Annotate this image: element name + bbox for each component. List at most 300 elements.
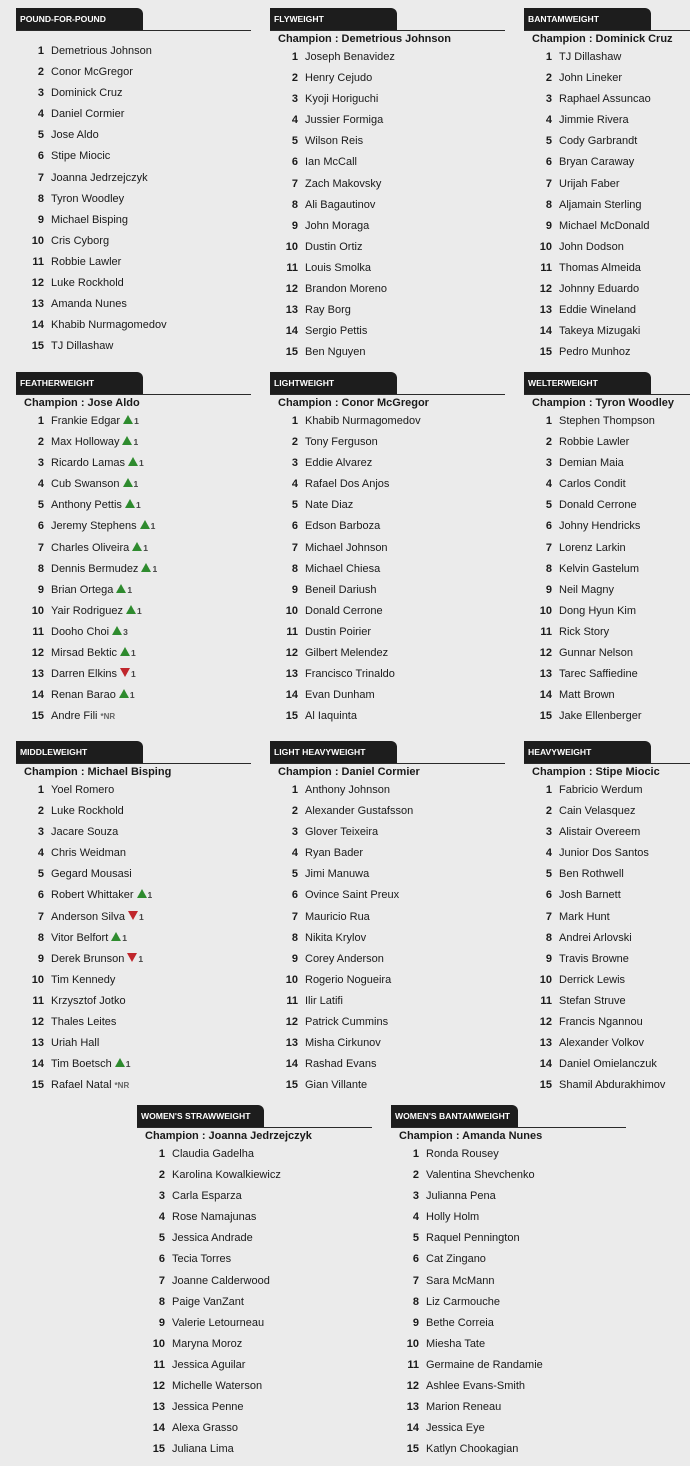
- rank-number: 7: [158, 1274, 165, 1287]
- fighter-name[interactable]: Jimi Manuwa: [305, 868, 370, 881]
- ranking-row: [16, 62, 251, 83]
- fighter-name[interactable]: Robbie Lawler: [559, 436, 630, 449]
- rank-number: 13: [31, 1037, 44, 1050]
- division-panel-bantamweight: [524, 8, 690, 363]
- fighter-name[interactable]: Evan Dunham: [305, 689, 375, 702]
- fighter-name[interactable]: Jessica Andrade: [172, 1232, 253, 1245]
- ranking-row: [391, 1271, 626, 1292]
- division-tab[interactable]: WOMEN'S STRAWWEIGHT: [137, 1105, 264, 1127]
- fighter-name[interactable]: Gian Villante: [305, 1079, 368, 1092]
- fighter-name[interactable]: Donald Cerrone: [305, 604, 383, 617]
- fighter-name[interactable]: Derek Brunson: [51, 952, 125, 965]
- rank-number: 8: [545, 931, 552, 944]
- ranking-row: [16, 1033, 251, 1054]
- fighter-name[interactable]: Mauricio Rua: [305, 910, 370, 923]
- rank-number: 8: [37, 192, 44, 205]
- ranking-row: [16, 780, 251, 801]
- ranking-row: [524, 843, 690, 864]
- rank-number: 6: [37, 889, 44, 902]
- rank-number: 15: [31, 710, 44, 723]
- rank-change: [116, 580, 132, 601]
- fighter-name[interactable]: Mark Hunt: [559, 910, 610, 923]
- ranking-row: [137, 1313, 372, 1334]
- fighter-name[interactable]: Liz Carmouche: [426, 1295, 500, 1308]
- rank-number: 14: [539, 689, 552, 702]
- fighter-name[interactable]: Rafael Natal: [51, 1079, 112, 1092]
- fighter-name[interactable]: Mirsad Bektic: [51, 647, 118, 660]
- fighter-name[interactable]: Julianna Pena: [426, 1190, 496, 1203]
- fighter-name[interactable]: Daniel Cormier: [51, 108, 125, 121]
- rank-number: 1: [545, 415, 552, 427]
- fighter-name[interactable]: Brian Ortega: [51, 583, 114, 596]
- fighter-name[interactable]: Rose Namajunas: [172, 1211, 257, 1224]
- fighter-name[interactable]: Jessica Aguilar: [172, 1358, 246, 1371]
- fighter-name[interactable]: Luke Rockhold: [51, 805, 124, 818]
- rank-number: 10: [285, 240, 298, 253]
- fighter-name[interactable]: Cat Zingano: [426, 1253, 486, 1266]
- fighter-name[interactable]: Tim Kennedy: [51, 973, 116, 986]
- division-tab[interactable]: MIDDLEWEIGHT: [16, 741, 143, 763]
- rank-number: 11: [540, 261, 552, 274]
- division-tab[interactable]: POUND-FOR-POUND: [16, 8, 143, 30]
- fighter-name[interactable]: Aljamain Sterling: [559, 198, 642, 211]
- fighter-name[interactable]: Shamil Abdurakhimov: [559, 1079, 666, 1092]
- fighter-name[interactable]: Germaine de Randamie: [426, 1358, 543, 1371]
- fighter-name[interactable]: Tyron Woodley: [51, 192, 125, 205]
- fighter-name[interactable]: Zach Makovsky: [305, 177, 382, 190]
- fighter-name[interactable]: Ben Nguyen: [305, 346, 366, 359]
- division-tab[interactable]: FEATHERWEIGHT: [16, 372, 143, 394]
- fighter-name[interactable]: Chris Weidman: [51, 847, 126, 860]
- fighter-name[interactable]: Donald Cerrone: [559, 499, 637, 512]
- rank-number: 2: [545, 805, 552, 818]
- rank-number: 9: [291, 583, 298, 596]
- not-ranked-badge: *NR: [100, 712, 116, 722]
- division-header: [524, 8, 690, 31]
- fighter-name[interactable]: Raquel Pennington: [426, 1232, 520, 1245]
- division-panel-featherweight: [16, 372, 251, 727]
- ranking-row: [524, 643, 690, 664]
- fighter-name[interactable]: Jake Ellenberger: [559, 710, 642, 723]
- ranking-row: [524, 1033, 690, 1054]
- ranking-row: [270, 1033, 505, 1054]
- fighter-name[interactable]: Vitor Belfort: [51, 931, 109, 944]
- fighter-name[interactable]: Kelvin Gastelum: [559, 562, 640, 575]
- rank-number: 4: [37, 478, 44, 491]
- fighter-name[interactable]: Daniel Omielanczuk: [559, 1058, 657, 1071]
- fighter-name[interactable]: Michael Johnson: [305, 541, 388, 554]
- fighter-name[interactable]: Tony Ferguson: [305, 436, 378, 449]
- fighter-name[interactable]: Anderson Silva: [51, 910, 125, 923]
- ranking-row: [391, 1355, 626, 1376]
- ranking-row: [16, 864, 251, 885]
- fighter-name[interactable]: Dominick Cruz: [51, 87, 123, 100]
- division-tab[interactable]: LIGHT HEAVYWEIGHT: [270, 741, 397, 763]
- division-tab[interactable]: HEAVYWEIGHT: [524, 741, 651, 763]
- fighter-name[interactable]: Dustin Poirier: [305, 625, 372, 638]
- fighter-name[interactable]: Pedro Munhoz: [559, 346, 631, 359]
- rank-number: 4: [158, 1211, 165, 1224]
- rank-change-value: 1: [133, 479, 139, 490]
- rank-number: 6: [291, 520, 298, 533]
- fighter-name[interactable]: Dong Hyun Kim: [559, 604, 637, 617]
- ranking-row: [137, 1292, 372, 1313]
- rank-number: 15: [285, 1079, 298, 1092]
- rank-change: [120, 643, 136, 664]
- fighter-name[interactable]: Dooho Choi: [51, 625, 110, 638]
- fighter-name[interactable]: Gilbert Melendez: [305, 647, 389, 660]
- fighter-name[interactable]: Lorenz Larkin: [559, 541, 626, 554]
- ranking-row: [270, 411, 505, 432]
- fighter-name[interactable]: Jessica Eye: [426, 1422, 485, 1435]
- fighter-name[interactable]: Ricardo Lamas: [51, 457, 125, 470]
- fighter-name[interactable]: Karolina Kowalkiewicz: [172, 1169, 281, 1182]
- fighter-name[interactable]: Stefan Struve: [559, 994, 626, 1007]
- fighter-name[interactable]: Dustin Ortiz: [305, 240, 363, 253]
- fighter-name[interactable]: Jose Aldo: [51, 129, 99, 142]
- fighter-name[interactable]: Jeremy Stephens: [51, 520, 137, 533]
- rank-number: 3: [545, 457, 552, 470]
- fighter-name[interactable]: TJ Dillashaw: [51, 340, 114, 353]
- ranking-row: [270, 885, 505, 906]
- fighter-name[interactable]: Johnny Eduardo: [559, 283, 640, 296]
- fighter-name[interactable]: Claudia Gadelha: [172, 1148, 254, 1160]
- fighter-name[interactable]: Holly Holm: [426, 1211, 480, 1224]
- fighter-name[interactable]: Kyoji Horiguchi: [305, 93, 379, 106]
- fighter-name[interactable]: Cub Swanson: [51, 478, 120, 491]
- fighter-name[interactable]: Anthony Johnson: [305, 784, 391, 796]
- ranking-row: [137, 1355, 372, 1376]
- rank-number: 1: [291, 415, 298, 427]
- fighter-name[interactable]: Gunnar Nelson: [559, 647, 633, 660]
- fighter-name[interactable]: Beneil Dariush: [305, 583, 377, 596]
- fighter-name[interactable]: Juliana Lima: [172, 1443, 234, 1456]
- fighter-name[interactable]: Sergio Pettis: [305, 325, 368, 338]
- fighter-name[interactable]: Derrick Lewis: [559, 973, 626, 986]
- fighter-name[interactable]: Dennis Bermudez: [51, 562, 139, 575]
- rank-change-value: 1: [143, 542, 148, 553]
- fighter-name[interactable]: Urijah Faber: [559, 177, 620, 190]
- fighter-name[interactable]: Henry Cejudo: [305, 72, 373, 85]
- ranking-row: [16, 474, 251, 495]
- division-champion: Champion : Amanda Nunes: [399, 1130, 543, 1142]
- rankings-list: [16, 411, 251, 727]
- fighter-name[interactable]: Cain Velasquez: [559, 805, 636, 818]
- ranking-row: [391, 1292, 626, 1313]
- fighter-name[interactable]: Andrei Arlovski: [559, 931, 632, 944]
- ranking-row: [270, 453, 505, 474]
- division-header: [270, 8, 505, 31]
- fighter-name[interactable]: Alexander Gustafsson: [305, 805, 414, 818]
- fighter-name[interactable]: Junior Dos Santos: [559, 847, 649, 860]
- ranking-row: [524, 216, 690, 237]
- fighter-name[interactable]: Frankie Edgar: [51, 415, 121, 427]
- fighter-name[interactable]: Ryan Bader: [305, 847, 364, 860]
- fighter-name[interactable]: Tarec Saffiedine: [559, 668, 638, 681]
- rank-number: 4: [545, 114, 552, 127]
- rank-number: 12: [285, 1016, 298, 1029]
- fighter-name[interactable]: Tim Boetsch: [51, 1058, 112, 1071]
- fighter-name[interactable]: Bryan Caraway: [559, 156, 635, 169]
- fighter-name[interactable]: Edson Barboza: [305, 520, 381, 533]
- rank-number: 11: [286, 625, 298, 638]
- rank-number: 6: [37, 150, 44, 163]
- rank-change-value: 1: [131, 648, 136, 659]
- fighter-name[interactable]: Misha Cirkunov: [305, 1037, 381, 1050]
- fighter-name[interactable]: Joseph Benavidez: [305, 51, 395, 63]
- fighter-name[interactable]: Patrick Cummins: [305, 1016, 389, 1029]
- fighter-name[interactable]: Eddie Alvarez: [305, 457, 373, 470]
- rank-change-value: 1: [138, 953, 144, 964]
- rank-number: 2: [291, 805, 298, 818]
- fighter-name[interactable]: Ovince Saint Preux: [305, 889, 400, 902]
- rank-number: 8: [291, 562, 298, 575]
- ranking-row: [137, 1144, 372, 1165]
- rank-number: 10: [285, 604, 298, 617]
- up-arrow-icon: [137, 889, 147, 898]
- rank-number: 4: [291, 847, 298, 860]
- rank-number: 1: [37, 415, 44, 427]
- fighter-name[interactable]: John Moraga: [305, 219, 370, 232]
- fighter-name[interactable]: Francis Ngannou: [559, 1016, 643, 1029]
- rank-number: 9: [545, 952, 552, 965]
- fighter-name[interactable]: Sara McMann: [426, 1274, 495, 1287]
- division-champion: Champion : Conor McGregor: [278, 397, 429, 409]
- rank-number: 3: [545, 93, 552, 106]
- ranking-row: [270, 801, 505, 822]
- fighter-name[interactable]: Fabricio Werdum: [559, 784, 643, 796]
- fighter-name[interactable]: Alexa Grasso: [172, 1422, 239, 1435]
- rank-number: 5: [412, 1232, 419, 1245]
- ranking-row: [16, 294, 251, 315]
- ranking-row: [391, 1186, 626, 1207]
- ranking-row: [391, 1397, 626, 1418]
- fighter-name[interactable]: TJ Dillashaw: [559, 51, 622, 63]
- fighter-name[interactable]: Ashlee Evans-Smith: [426, 1380, 526, 1393]
- fighter-name[interactable]: Gegard Mousasi: [51, 868, 132, 881]
- ranking-row: [270, 864, 505, 885]
- fighter-name[interactable]: Charles Oliveira: [51, 541, 130, 554]
- rankings-list: [391, 1144, 626, 1460]
- ranking-row: [270, 110, 505, 131]
- fighter-name[interactable]: Carlos Condit: [559, 478, 626, 491]
- fighter-name[interactable]: Anthony Pettis: [51, 499, 122, 512]
- rank-number: 14: [31, 319, 44, 332]
- fighter-name[interactable]: Brandon Moreno: [305, 283, 387, 296]
- ranking-row: [524, 1054, 690, 1075]
- ranking-row: [391, 1165, 626, 1186]
- ranking-row: [16, 315, 251, 336]
- ranking-row: [137, 1439, 372, 1460]
- fighter-name[interactable]: Johny Hendricks: [559, 520, 641, 533]
- fighter-name[interactable]: Yair Rodriguez: [51, 604, 123, 617]
- rank-number: 9: [37, 583, 44, 596]
- ranking-row: [270, 685, 505, 706]
- fighter-name[interactable]: Eddie Wineland: [559, 304, 637, 317]
- ranking-row: [270, 580, 505, 601]
- down-arrow-icon: [128, 911, 138, 920]
- fighter-name[interactable]: Neil Magny: [559, 583, 615, 596]
- fighter-name[interactable]: Wilson Reis: [305, 135, 364, 148]
- rank-number: 9: [291, 219, 298, 232]
- division-tab[interactable]: LIGHTWEIGHT: [270, 372, 397, 394]
- division-panel-womens-strawweight: [137, 1105, 372, 1460]
- division-tab[interactable]: WELTERWEIGHT: [524, 372, 651, 394]
- ranking-row: [137, 1397, 372, 1418]
- division-tab[interactable]: WOMEN'S BANTAMWEIGHT: [391, 1105, 518, 1127]
- fighter-name[interactable]: Thomas Almeida: [559, 261, 641, 274]
- fighter-name[interactable]: Uriah Hall: [51, 1037, 100, 1050]
- fighter-name[interactable]: Stipe Miocic: [51, 150, 111, 163]
- fighter-name[interactable]: Khabib Nurmagomedov: [51, 319, 167, 332]
- fighter-name[interactable]: Demian Maia: [559, 457, 624, 470]
- rank-number: 7: [291, 177, 298, 190]
- rank-number: 12: [285, 647, 298, 660]
- rank-number: 7: [37, 171, 44, 184]
- fighter-name[interactable]: Robert Whittaker: [51, 889, 134, 902]
- fighter-name[interactable]: Rogerio Nogueira: [305, 973, 392, 986]
- ranking-row: [524, 516, 690, 537]
- rank-number: 12: [406, 1380, 419, 1393]
- rank-number: 6: [37, 520, 44, 533]
- fighter-name[interactable]: Maryna Moroz: [172, 1337, 243, 1350]
- fighter-name[interactable]: Michael Chiesa: [305, 562, 381, 575]
- fighter-name[interactable]: Josh Barnett: [559, 889, 621, 902]
- fighter-name[interactable]: Conor McGregor: [51, 66, 133, 79]
- rank-number: 10: [539, 973, 552, 986]
- fighter-name[interactable]: Rick Story: [559, 625, 610, 638]
- fighter-name[interactable]: Michelle Waterson: [172, 1380, 263, 1393]
- fighter-name[interactable]: Jussier Formiga: [305, 114, 384, 127]
- fighter-name[interactable]: Ali Bagautinov: [305, 198, 376, 211]
- rank-number: 1: [412, 1148, 419, 1160]
- ranking-row: [270, 822, 505, 843]
- ranking-row: [137, 1186, 372, 1207]
- fighter-name[interactable]: John Lineker: [559, 72, 622, 85]
- rank-change: [112, 622, 128, 643]
- fighter-name[interactable]: Jimmie Rivera: [559, 114, 629, 127]
- rank-number: 11: [32, 625, 44, 638]
- fighter-name[interactable]: Joanna Jedrzejczyk: [51, 171, 148, 184]
- ranking-row: [16, 231, 251, 252]
- fighter-name[interactable]: Amanda Nunes: [51, 298, 127, 311]
- up-arrow-icon: [116, 584, 126, 593]
- fighter-name[interactable]: Robbie Lawler: [51, 255, 122, 268]
- up-arrow-icon: [140, 520, 150, 529]
- fighter-name[interactable]: Thales Leites: [51, 1016, 117, 1029]
- rank-number: 15: [31, 1079, 44, 1092]
- rank-number: 15: [152, 1443, 165, 1456]
- fighter-name[interactable]: Tecia Torres: [172, 1253, 232, 1266]
- ranking-row: [16, 706, 251, 727]
- fighter-name[interactable]: Renan Barao: [51, 689, 116, 702]
- fighter-name[interactable]: Paige VanZant: [172, 1295, 244, 1308]
- rank-number: 15: [31, 340, 44, 353]
- fighter-name[interactable]: Michael Bisping: [51, 213, 129, 226]
- fighter-name[interactable]: Rashad Evans: [305, 1058, 377, 1071]
- fighter-name[interactable]: Jessica Penne: [172, 1401, 244, 1414]
- fighter-name[interactable]: Valerie Letourneau: [172, 1316, 265, 1329]
- ranking-row: [270, 258, 505, 279]
- fighter-name[interactable]: Miesha Tate: [426, 1337, 486, 1350]
- fighter-name[interactable]: Alistair Overeem: [559, 826, 641, 839]
- fighter-name[interactable]: Corey Anderson: [305, 952, 384, 965]
- division-champion: Champion : Michael Bisping: [24, 766, 172, 778]
- fighter-name[interactable]: Cris Cyborg: [51, 234, 110, 247]
- ranking-row: [391, 1207, 626, 1228]
- fighter-name[interactable]: Ian McCall: [305, 156, 357, 169]
- fighter-name[interactable]: Ilir Latifi: [305, 994, 343, 1007]
- fighter-name[interactable]: Max Holloway: [51, 436, 120, 449]
- rank-number: 10: [31, 604, 44, 617]
- fighter-name[interactable]: Al Iaquinta: [305, 710, 357, 723]
- division-tab[interactable]: BANTAMWEIGHT: [524, 8, 651, 30]
- rank-number: 2: [412, 1169, 419, 1182]
- rank-change: [127, 949, 143, 970]
- rank-number: 2: [37, 436, 44, 449]
- division-tab[interactable]: FLYWEIGHT: [270, 8, 397, 30]
- fighter-name[interactable]: Marion Reneau: [426, 1401, 502, 1414]
- ranking-row: [391, 1439, 626, 1460]
- fighter-name[interactable]: Nate Diaz: [305, 499, 354, 512]
- fighter-name[interactable]: Louis Smolka: [305, 261, 372, 274]
- ranking-row: [16, 991, 251, 1012]
- fighter-name[interactable]: Khabib Nurmagomedov: [305, 415, 421, 427]
- fighter-name[interactable]: Ben Rothwell: [559, 868, 624, 881]
- fighter-name[interactable]: Carla Esparza: [172, 1190, 242, 1203]
- fighter-name[interactable]: Stephen Thompson: [559, 415, 655, 427]
- fighter-name[interactable]: Matt Brown: [559, 689, 615, 702]
- fighter-name[interactable]: Luke Rockhold: [51, 277, 124, 290]
- fighter-name[interactable]: Rafael Dos Anjos: [305, 478, 390, 491]
- division-panel-welterweight: [524, 372, 690, 727]
- fighter-name[interactable]: Travis Browne: [559, 952, 629, 965]
- fighter-name[interactable]: Katlyn Chookagian: [426, 1443, 519, 1456]
- ranking-row: [16, 432, 251, 453]
- ranking-row: [524, 495, 690, 516]
- fighter-name[interactable]: Ronda Rousey: [426, 1148, 499, 1160]
- rank-change: [122, 432, 138, 453]
- rank-number: 6: [545, 889, 552, 902]
- fighter-name[interactable]: Valentina Shevchenko: [426, 1169, 535, 1182]
- fighter-name[interactable]: Yoel Romero: [51, 784, 115, 796]
- fighter-name[interactable]: Francisco Trinaldo: [305, 668, 395, 681]
- fighter-name[interactable]: Ray Borg: [305, 304, 351, 317]
- rank-change: [126, 601, 142, 622]
- fighter-name[interactable]: Michael McDonald: [559, 219, 650, 232]
- fighter-name[interactable]: Darren Elkins: [51, 668, 118, 681]
- fighter-name[interactable]: John Dodson: [559, 240, 624, 253]
- rank-number: 14: [285, 1058, 298, 1071]
- rank-number: 7: [545, 910, 552, 923]
- fighter-name[interactable]: Demetrious Johnson: [51, 45, 152, 57]
- fighter-name[interactable]: Nikita Krylov: [305, 931, 367, 944]
- fighter-name[interactable]: Raphael Assuncao: [559, 93, 651, 106]
- fighter-name[interactable]: Bethe Correia: [426, 1316, 494, 1329]
- rank-number: 1: [291, 51, 298, 63]
- up-arrow-icon: [119, 689, 129, 698]
- rank-number: 15: [406, 1443, 419, 1456]
- fighter-name[interactable]: Joanne Calderwood: [172, 1274, 270, 1287]
- fighter-name[interactable]: Alexander Volkov: [559, 1037, 644, 1050]
- fighter-name[interactable]: Takeya Mizugaki: [559, 325, 641, 338]
- rankings-list: [270, 411, 505, 727]
- fighter-name[interactable]: Jacare Souza: [51, 826, 119, 839]
- fighter-name[interactable]: Krzysztof Jotko: [51, 994, 126, 1007]
- fighter-name[interactable]: Andre Fili: [51, 710, 98, 723]
- fighter-name[interactable]: Cody Garbrandt: [559, 135, 638, 148]
- fighter-name[interactable]: Glover Teixeira: [305, 826, 379, 839]
